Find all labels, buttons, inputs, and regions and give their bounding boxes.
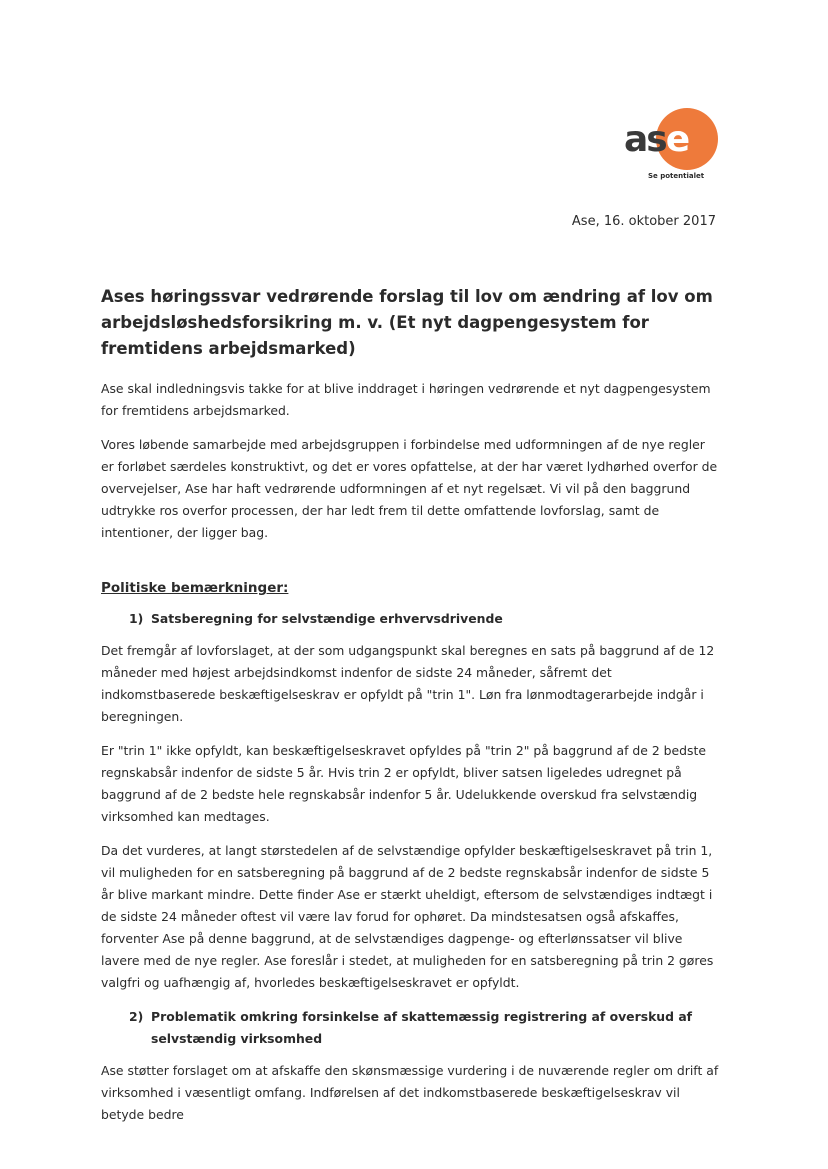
document-body xyxy=(101,284,721,1138)
subsection-1-heading xyxy=(101,608,721,630)
document-date: Ase, 16. oktober 2017 xyxy=(571,214,716,229)
subsection-2-paragraph-1: Ase støtter forslaget om at afskaffe den skønsmæssige vurdering i de nuværende regler om drift af virksomhed i væsentligt omfang. Indførelsen af det indkomstbaserede beskæftigelseskrav vil betyde bedre xyxy=(101,1063,719,1122)
ase-logo xyxy=(624,108,720,184)
subsection-1-paragraph-2: Er "trin 1" ikke opfyldt, kan beskæftigelseskravet opfyldes på "trin 2" på baggrund af de 2 bedste regnskabsår indenfor de sidste 5 år. Hvis trin 2 er opfyldt, bliver satsen ligeledes udregnet på baggrund af de 2 bedste hele regnskabsår indenfor 5 år. Udelukkende overskud fra selvstændig virksomhed kan medtages. xyxy=(101,743,706,824)
logo-wordmark xyxy=(624,119,689,160)
logo-word-prefix: as xyxy=(624,119,666,160)
subsection-1-number: 1) xyxy=(129,611,144,626)
intro-paragraph-1: Ase skal indledningsvis takke for at blive inddraget i høringen vedrørende et nyt dagpengesystem for fremtidens arbejdsmarked. xyxy=(101,381,711,418)
section-heading: Politiske bemærkninger: xyxy=(101,580,289,596)
logo-tagline: Se potentialet xyxy=(648,172,705,180)
document-title: Ases høringssvar vedrørende forslag til lov om ændring af lov om arbejdsløshedsforsikring m. v. (Et nyt dagpengesystem for fremtidens arbejdsmarked) xyxy=(101,287,713,358)
subsection-1-title: Satsberegning for selvstændige erhvervsdrivende xyxy=(151,611,503,626)
intro-paragraph-2: Vores løbende samarbejde med arbejdsgruppen i forbindelse med udformningen af de nye regler er forløbet særdeles konstruktivt, og det er vores opfattelse, at der har været lydhørhed overfor de overvejelser, Ase har haft vedrørende udformningen af et nyt regelsæt. Vi vil på den baggrund udtrykke ros overfor processen, der har ledt frem til dette omfattende lovforslag, samt de intentioner, der ligger bag. xyxy=(101,437,718,540)
subsection-2-number: 2) xyxy=(129,1009,144,1024)
subsection-2-heading xyxy=(101,1006,721,1050)
subsection-1-paragraph-1: Det fremgår af lovforslaget, at der som udgangspunkt skal beregnes en sats på baggrund af de 12 måneder med højest arbejdsindkomst indenfor de sidste 24 måneder, såfremt det indkomstbaserede beskæftigelseskrav er opfyldt på "trin 1". Løn fra lønmodtagerarbejde indgår i beregningen. xyxy=(101,643,715,724)
logo-word-suffix: e xyxy=(665,119,689,160)
subsection-1-paragraph-3: Da det vurderes, at langt størstedelen af de selvstændige opfylder beskæftigelseskravet på trin 1, vil muligheden for en satsberegning på baggrund af de 2 bedste regnskabsår indenfor de sidste 5 år blive markant mindre. Dette finder Ase er stærkt uheldigt, eftersom de selvstændiges indtægt i de sidste 24 måneder oftest vil være lav forud for ophøret. Da mindstesatsen også afskaffes, forventer Ase på denne baggrund, at de selvstændiges dagpenge- og efterlønssatser vil blive lavere med de nye regler. Ase foreslår i stedet, at muligheden for en satsberegning på trin 2 gøres valgfri og uafhængig af, hvorledes beskæftigelseskravet er opfyldt. xyxy=(101,843,714,990)
subsection-2-title: Problematik omkring forsinkelse af skattemæssig registrering af overskud af selvstændig virksomhed xyxy=(151,1009,693,1046)
